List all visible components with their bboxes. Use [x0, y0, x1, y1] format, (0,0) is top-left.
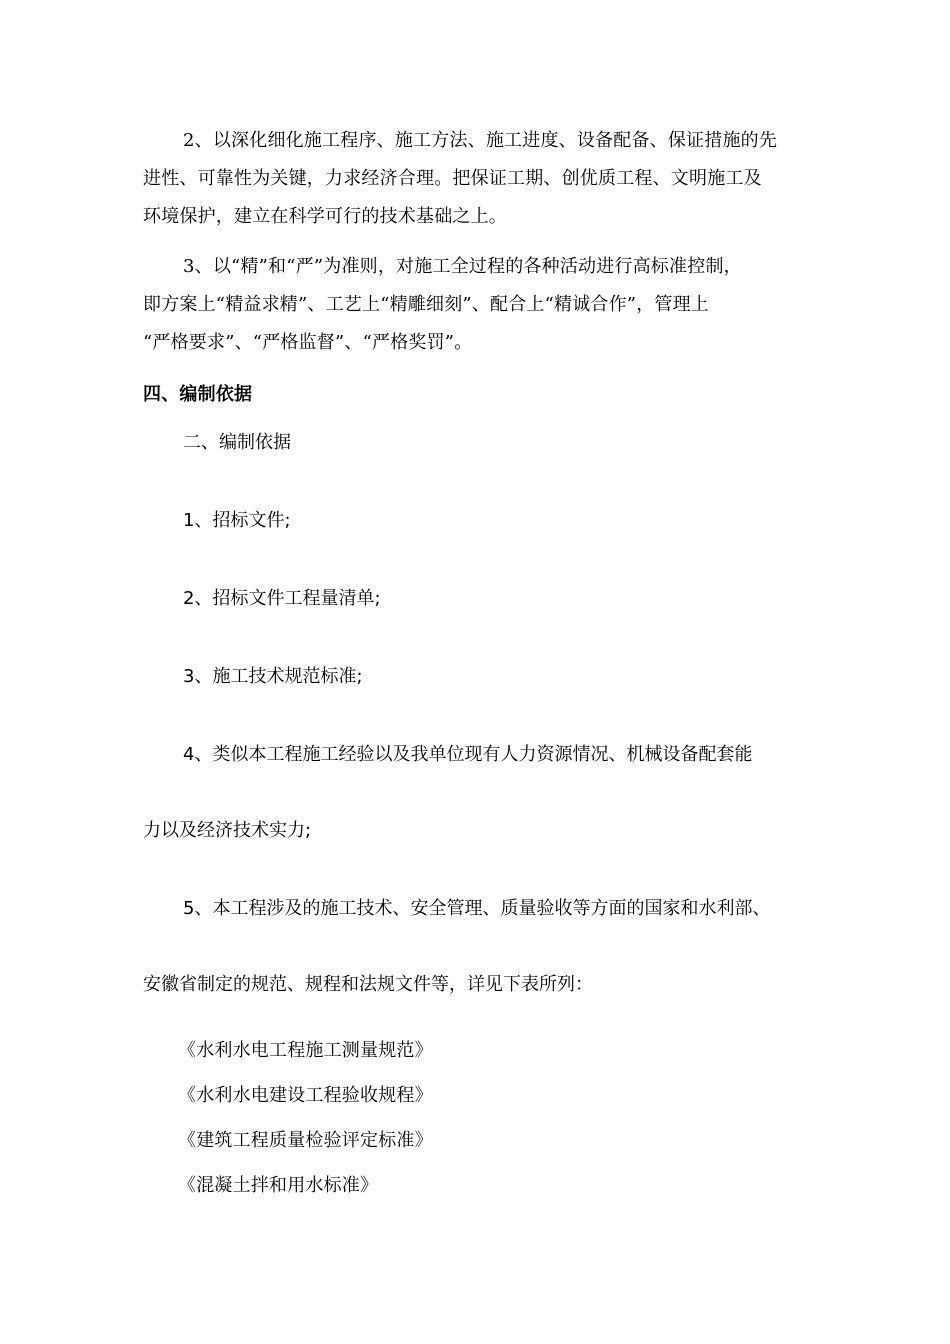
- section-heading: 四、编制依据: [143, 384, 253, 405]
- basis-item-5-line-1: 5、本工程涉及的施工技术、安全管理、质量验收等方面的国家和水利部、: [183, 898, 771, 919]
- paragraph-2-line-3: 环境保护，建立在科学可行的技术基础之上。: [143, 206, 507, 227]
- standard-item: 《水利水电工程施工测量规范》: [178, 1040, 433, 1061]
- basis-item-3: 3、施工技术规范标准;: [183, 666, 363, 687]
- paragraph-3-line-3: “严格要求”、“严格监督”、“严格奖罚”。: [143, 332, 473, 353]
- basis-item-5-line-2: 安徽省制定的规范、规程和法规文件等，详见下表所列：: [143, 974, 593, 995]
- basis-item-4-line-2: 力以及经济技术实力;: [143, 820, 312, 841]
- basis-item-2: 2、招标文件工程量清单;: [183, 588, 381, 609]
- standard-item: 《水利水电建设工程验收规程》: [178, 1085, 433, 1106]
- paragraph-3-line-1: 3、以“精”和“严”为准则，对施工全过程的各种活动进行高标准控制，: [183, 256, 742, 277]
- paragraph-2-line-2: 进性、可靠性为关键，力求经济合理。把保证工期、创优质工程、文明施工及: [143, 168, 762, 189]
- paragraph-3-line-2: 即方案上“精益求精”、工艺上“精雕细刻”、配合上“精诚合作”，管理上: [143, 294, 710, 315]
- standard-item: 《建筑工程质量检验评定标准》: [178, 1130, 433, 1151]
- standard-item: 《混凝土拌和用水标准》: [178, 1175, 379, 1196]
- subheading: 二、编制依据: [183, 432, 291, 453]
- basis-item-1: 1、招标文件;: [183, 510, 291, 531]
- basis-item-4-line-1: 4、类似本工程施工经验以及我单位现有人力资源情况、机械设备配套能: [183, 744, 753, 765]
- paragraph-2-line-1: 2、以深化细化施工程序、施工方法、施工进度、设备配备、保证措施的先: [183, 130, 778, 151]
